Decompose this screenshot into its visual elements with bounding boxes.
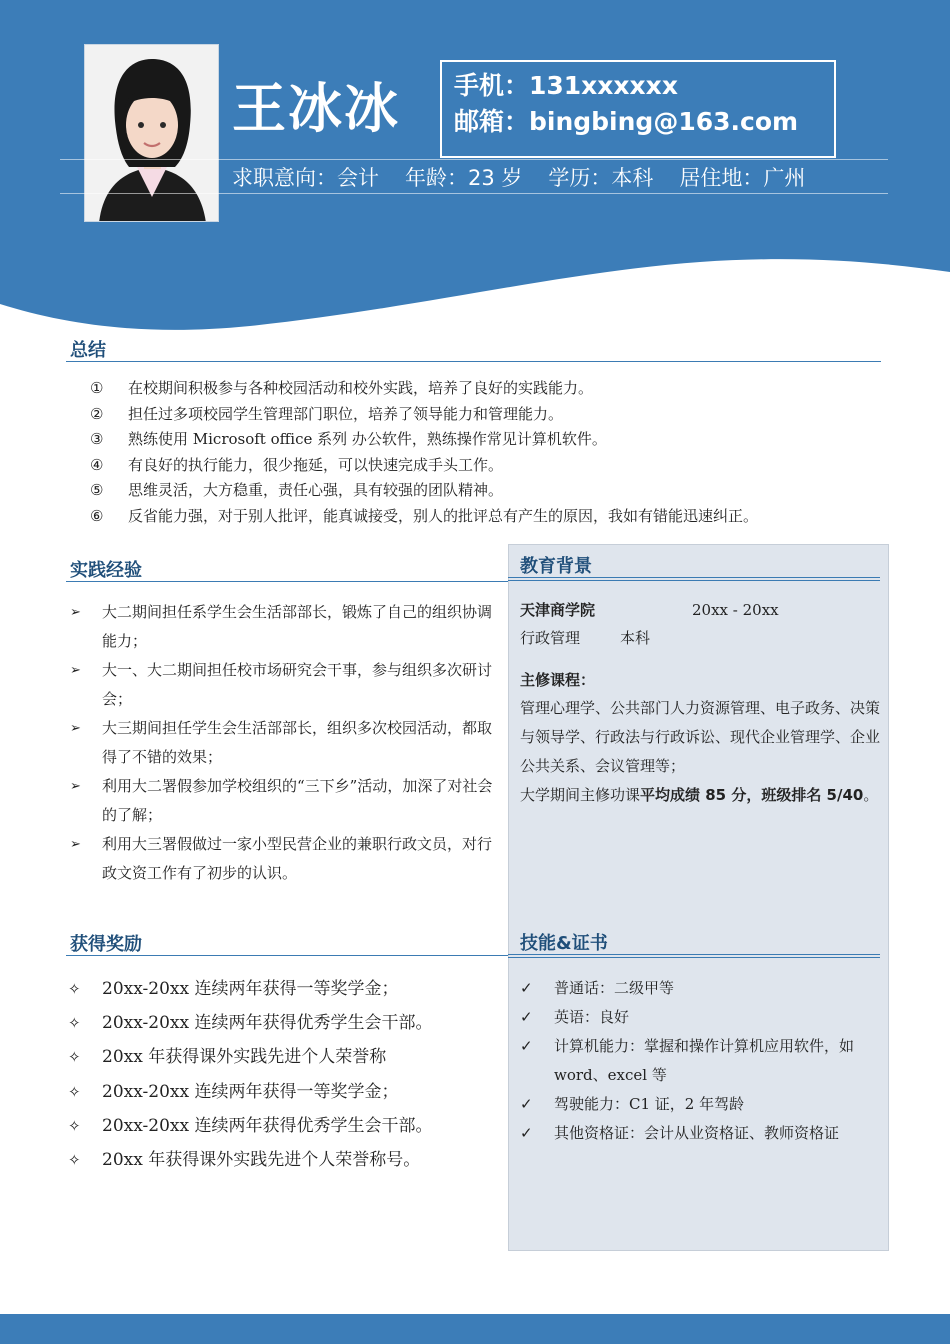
residence: 居住地：广州 [679, 166, 806, 190]
list-item: ➢ 大三期间担任学生会生活部部长，组织多次校园活动，都取得了不错的效果； [68, 714, 496, 772]
list-item: ③ 熟练使用 Microsoft office 系列 办公软件，熟练操作常见计算机软件。 [90, 430, 607, 449]
score-text: 大学期间主修功课平均成绩 85 分，班级排名 5/40。 [520, 786, 879, 804]
skills-rule [508, 954, 880, 958]
awards-list [68, 972, 498, 1177]
study-period: 20xx - 20xx [692, 601, 779, 619]
list-item: ✧ 20xx 年获得课外实践先进个人荣誉称 [68, 1040, 498, 1074]
arrow-bullet-icon: ➢ [70, 837, 81, 852]
education-title: 教育背景 [520, 556, 592, 577]
practice-rule [66, 581, 508, 582]
skills-title: 技能&证书 [520, 933, 608, 954]
list-item: ✓ 其他资格证：会计从业资格证、教师资格证 [520, 1119, 880, 1148]
list-item: ✓ 英语：良好 [520, 1003, 880, 1032]
education-rule [508, 577, 880, 581]
star-bullet-icon: ✧ [68, 1014, 81, 1033]
list-item: ➢ 大一、大二期间担任校市场研究会干事，参与组织多次研讨会； [68, 656, 496, 714]
email-text: 邮箱：bingbing@163.com [454, 107, 799, 136]
education-level: 学历：本科 [548, 166, 654, 190]
list-item: ✓ 计算机能力：掌握和操作计算机应用软件，如 word、excel 等 [520, 1032, 880, 1090]
arrow-bullet-icon: ➢ [70, 605, 81, 620]
list-item: ① 在校期间积极参与各种校园活动和校外实践，培养了良好的实践能力。 [90, 379, 594, 397]
skills-list [520, 974, 880, 1148]
star-bullet-icon: ✧ [68, 1116, 81, 1135]
arrow-bullet-icon: ➢ [70, 779, 81, 794]
list-item: ✧ 20xx-20xx 连续两年获得一等奖学金； [68, 1075, 498, 1109]
school-name: 天津商学院 [520, 601, 596, 619]
course-list: 管理心理学、公共部门人力资源管理、电子政务、决策与领导学、行政法与行政诉讼、现代企业管理学、企业公共关系、会议管理等； [520, 699, 881, 775]
list-item: ✧ 20xx-20xx 连续两年获得优秀学生会干部。 [68, 1109, 498, 1143]
check-icon: ✓ [520, 1095, 533, 1113]
awards-rule [66, 955, 508, 956]
star-bullet-icon: ✧ [68, 1151, 81, 1170]
check-icon: ✓ [520, 1124, 533, 1142]
degree: 本科 [620, 629, 651, 647]
list-item: ➢ 利用大三署假做过一家小型民营企业的兼职行政文员，对行政文资工作有了初步的认识。 [68, 830, 496, 888]
list-item: ✧ 20xx-20xx 连续两年获得一等奖学金； [68, 972, 498, 1006]
practice-title: 实践经验 [70, 560, 142, 581]
star-bullet-icon: ✧ [68, 1048, 81, 1067]
summary-rule [66, 361, 881, 362]
check-icon: ✓ [520, 979, 533, 997]
list-item: ② 担任过多项校园学生管理部门职位，培养了领导能力和管理能力。 [90, 404, 564, 423]
profile-photo [84, 44, 219, 222]
education-block [520, 596, 880, 810]
course-title: 主修课程： [520, 671, 596, 689]
major: 行政管理 [520, 629, 581, 647]
star-bullet-icon: ✧ [68, 980, 81, 998]
age: 年龄：23 岁 [405, 166, 523, 190]
job-intention: 求职意向：会计 [232, 166, 379, 190]
check-icon: ✓ [520, 1037, 533, 1055]
list-item: ✓ 驾驶能力：C1 证，2 年驾龄 [520, 1090, 880, 1119]
awards-title: 获得奖励 [70, 934, 142, 955]
summary-list [90, 376, 890, 530]
candidate-name: 王冰冰 [232, 77, 400, 140]
practice-list [68, 598, 496, 888]
footer-bar [0, 1314, 950, 1344]
contact-box [440, 60, 836, 158]
basic-info-row [232, 160, 831, 194]
star-bullet-icon: ✧ [68, 1082, 81, 1101]
list-item: ④ 有良好的执行能力，很少拖延，可以快速完成手头工作。 [90, 455, 504, 474]
arrow-bullet-icon: ➢ [70, 663, 81, 678]
phone-text: 手机：131xxxxxx [454, 71, 678, 100]
list-item: ⑥ 反省能力强，对于别人批评，能真诚接受，别人的批评总有产生的原因，我如有错能迅速纠正。 [90, 506, 759, 525]
list-item: ➢ 大二期间担任系学生会生活部部长，锻炼了自己的组织协调能力； [68, 598, 496, 656]
summary-title: 总结 [70, 340, 106, 361]
arrow-bullet-icon: ➢ [70, 721, 81, 736]
list-item: ✧ 20xx 年获得课外实践先进个人荣誉称号。 [68, 1143, 498, 1177]
list-item: ⑤ 思维灵活，大方稳重，责任心强，具有较强的团队精神。 [90, 481, 504, 500]
list-item: ➢ 利用大二署假参加学校组织的“三下乡”活动，加深了对社会的了解； [68, 772, 496, 830]
check-icon: ✓ [520, 1008, 533, 1026]
list-item: ✓ 普通话：二级甲等 [520, 974, 880, 1003]
list-item: ✧ 20xx-20xx 连续两年获得优秀学生会干部。 [68, 1006, 498, 1040]
